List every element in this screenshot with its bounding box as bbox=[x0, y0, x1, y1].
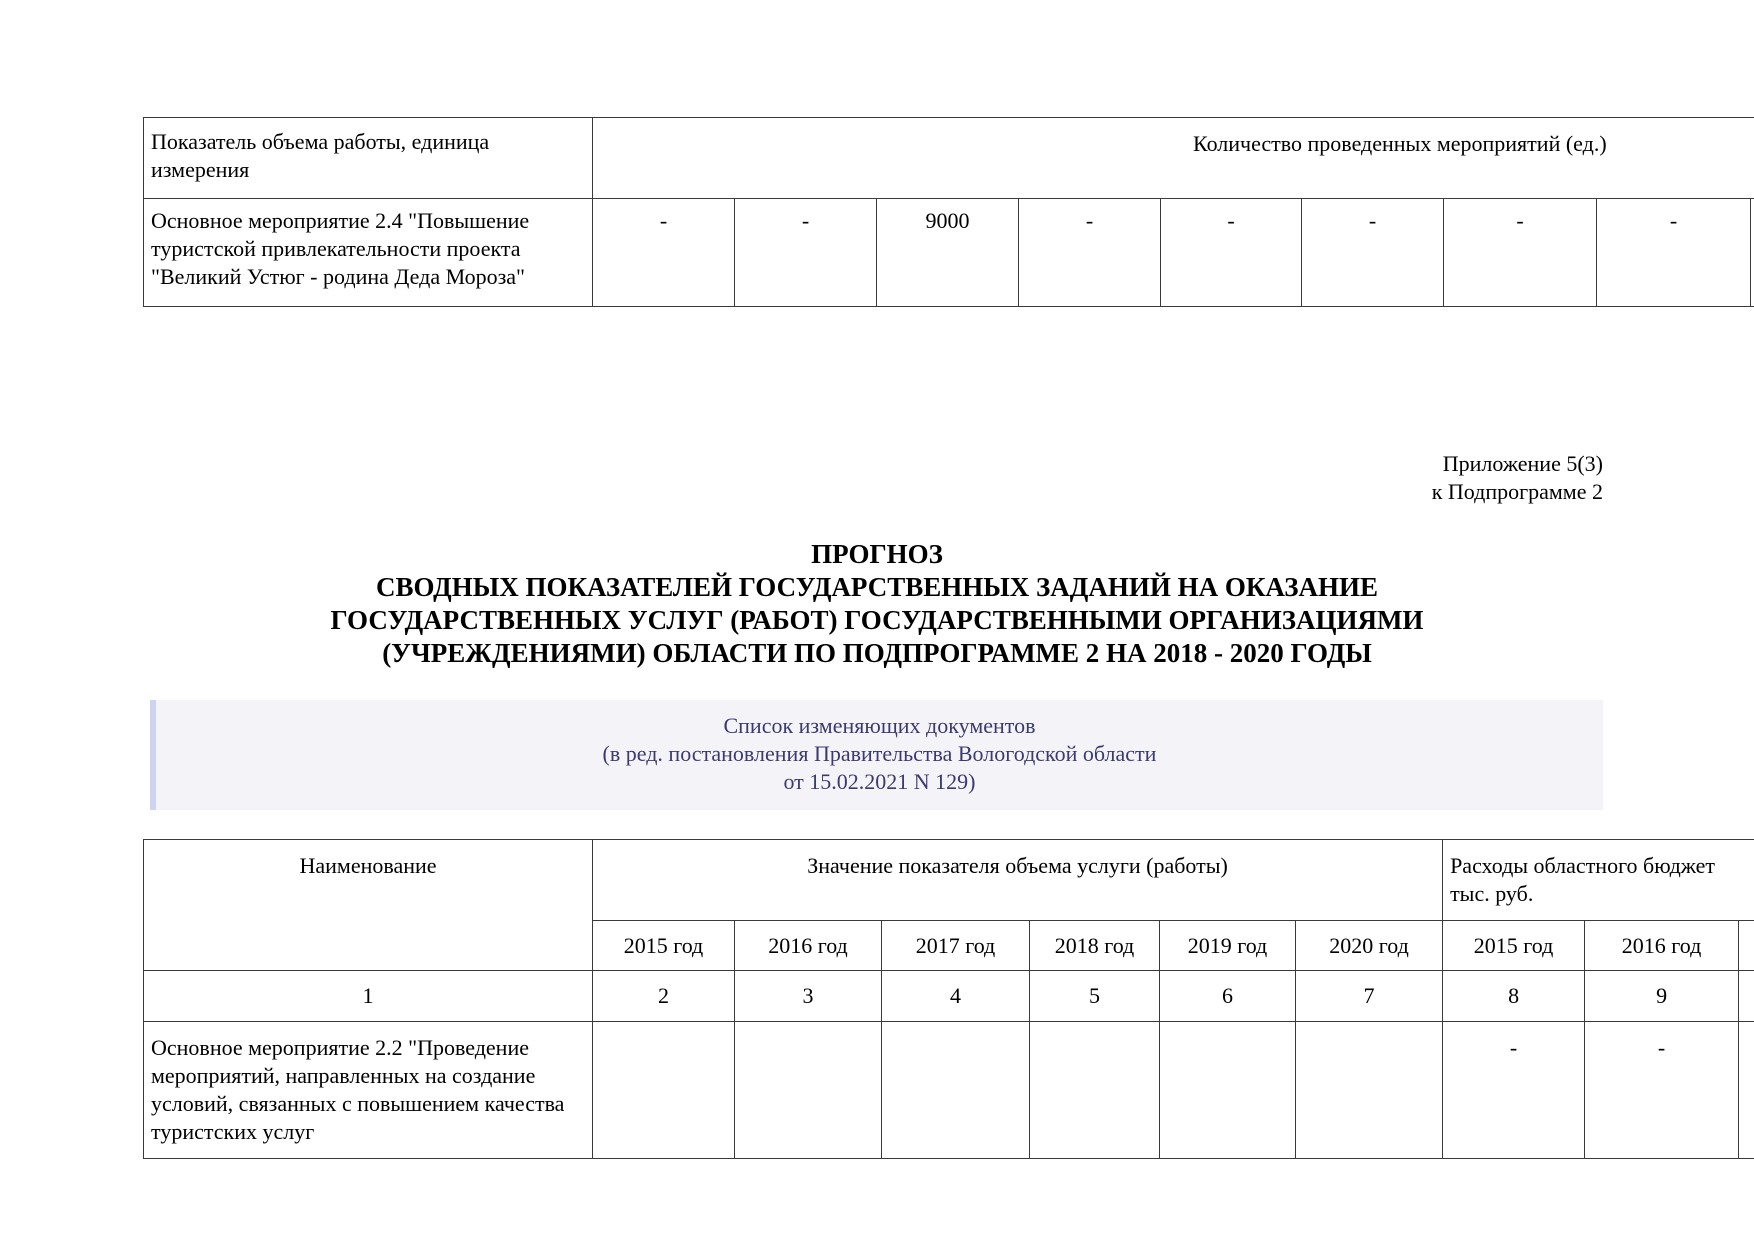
appendix-reference bbox=[1432, 450, 1603, 506]
table-header-row bbox=[144, 118, 1754, 199]
value: - bbox=[1085, 208, 1094, 233]
value-cell bbox=[1296, 1022, 1443, 1159]
column-number bbox=[1160, 971, 1296, 1022]
value-cell bbox=[1030, 1022, 1160, 1159]
year-label: 2015 год bbox=[623, 932, 704, 958]
year-header bbox=[1739, 921, 1754, 971]
indicator-label-cell bbox=[144, 118, 593, 199]
title-line: (УЧРЕЖДЕНИЯМИ) ОБЛАСТИ ПО ПОДПРОГРАММЕ 2 НА 2018 - 2020 ГОДЫ bbox=[382, 638, 1372, 668]
value: - bbox=[1516, 208, 1524, 233]
header-name-cell bbox=[144, 840, 593, 971]
column-number bbox=[1585, 971, 1739, 1022]
year-header bbox=[1160, 921, 1296, 971]
table-row bbox=[144, 1022, 1754, 1159]
year-label: 2016 год bbox=[1621, 932, 1702, 958]
year-label: 2020 год bbox=[1329, 932, 1409, 958]
amending-document-date[interactable]: от 15.02.2021 N 129) bbox=[783, 769, 976, 794]
page-title bbox=[0, 538, 1754, 670]
value: - bbox=[801, 208, 810, 233]
row-name: Основное мероприятие 2.4 "Повышение туристской привлекательности проекта "Великий Устюг - родина Деда Мороза" bbox=[151, 208, 530, 289]
value-cell bbox=[1597, 199, 1751, 307]
column-number-label: 4 bbox=[950, 983, 961, 1008]
table-row bbox=[144, 199, 1754, 307]
year-label: 2015 год bbox=[1473, 932, 1554, 958]
value: - bbox=[1509, 1035, 1518, 1060]
year-header bbox=[593, 921, 735, 971]
column-number bbox=[735, 971, 882, 1022]
column-number bbox=[882, 971, 1030, 1022]
column-number-label: 9 bbox=[1656, 983, 1668, 1008]
header-expenses-group bbox=[1443, 840, 1754, 921]
year-header bbox=[1585, 921, 1739, 971]
amending-documents-heading: Список изменяющих документов bbox=[723, 713, 1036, 738]
column-number bbox=[1443, 971, 1585, 1022]
column-number bbox=[1296, 971, 1443, 1022]
year-header bbox=[735, 921, 882, 971]
column-group-header: Значение показателя объема услуги (работы) bbox=[807, 853, 1228, 878]
value: - bbox=[1227, 208, 1235, 233]
year-header bbox=[1030, 921, 1160, 971]
title-line: СВОДНЫХ ПОКАЗАТЕЛЕЙ ГОСУДАРСТВЕННЫХ ЗАДАНИЙ НА ОКАЗАНИЕ bbox=[375, 572, 1379, 602]
column-number bbox=[1030, 971, 1160, 1022]
year-header bbox=[1443, 921, 1585, 971]
indicator-unit-label: Количество проведенных мероприятий (ед.) bbox=[1193, 131, 1607, 156]
amending-documents-box bbox=[150, 700, 1603, 810]
value: 9000 bbox=[925, 208, 970, 233]
amending-document-ref[interactable]: (в ред. постановления Правительства Вологодской области bbox=[602, 741, 1157, 766]
value-cell bbox=[877, 199, 1019, 307]
year-header bbox=[882, 921, 1030, 971]
value-cell bbox=[593, 1022, 735, 1159]
indicator-value-header bbox=[593, 118, 1754, 199]
value-cell bbox=[882, 1022, 1030, 1159]
table-header-row bbox=[144, 840, 1754, 921]
value: - bbox=[659, 208, 668, 233]
value-cell bbox=[1019, 199, 1161, 307]
value-cell bbox=[1739, 1022, 1754, 1159]
value-cell bbox=[1302, 199, 1444, 307]
state-assignment-forecast-table bbox=[143, 839, 1754, 1159]
column-number-label: 7 bbox=[1363, 983, 1375, 1008]
indicator-label: Показатель объема работы, единица измерения bbox=[151, 129, 490, 182]
title-line: ПРОГНОЗ bbox=[811, 539, 943, 569]
year-label: 2019 год bbox=[1187, 932, 1268, 958]
top-indicator-table bbox=[143, 117, 1754, 307]
column-number-label: 5 bbox=[1089, 983, 1100, 1008]
value-cell bbox=[1751, 199, 1754, 307]
column-group-unit: тыс. руб. bbox=[1450, 881, 1534, 906]
column-number-label: 3 bbox=[802, 983, 814, 1008]
column-group-header: Расходы областного бюджет bbox=[1450, 853, 1716, 878]
value: - bbox=[1669, 208, 1678, 233]
column-number bbox=[1739, 971, 1754, 1022]
column-number bbox=[144, 971, 593, 1022]
column-number-label: 8 bbox=[1508, 983, 1520, 1008]
appendix-subprogram: к Подпрограмме 2 bbox=[1431, 479, 1603, 504]
row-name: Основное мероприятие 2.2 "Проведение мероприятий, направленных на создание условий, связанных с повышением качества туристских услуг bbox=[151, 1035, 565, 1144]
column-number-label: 6 bbox=[1222, 983, 1233, 1008]
header-volume-group bbox=[593, 840, 1443, 921]
row-name-cell bbox=[144, 199, 593, 307]
column-numbering-row bbox=[144, 971, 1754, 1022]
year-header bbox=[1296, 921, 1443, 971]
row-name-cell bbox=[144, 1022, 593, 1159]
year-label: 2016 год bbox=[768, 932, 848, 958]
year-label: 2017 год bbox=[915, 932, 996, 958]
value-cell bbox=[1585, 1022, 1739, 1159]
value: - bbox=[1657, 1035, 1666, 1060]
value: - bbox=[1368, 208, 1377, 233]
value-cell bbox=[1160, 1022, 1296, 1159]
value-cell bbox=[1444, 199, 1597, 307]
year-label: 2018 год bbox=[1054, 932, 1135, 958]
value-cell bbox=[1443, 1022, 1585, 1159]
appendix-number: Приложение 5(3) bbox=[1442, 451, 1603, 476]
value-cell bbox=[735, 199, 877, 307]
column-number-label: 1 bbox=[362, 983, 374, 1008]
column-header: Наименование bbox=[299, 853, 437, 878]
value-cell bbox=[1161, 199, 1302, 307]
column-number bbox=[593, 971, 735, 1022]
value-cell bbox=[735, 1022, 882, 1159]
title-line: ГОСУДАРСТВЕННЫХ УСЛУГ (РАБОТ) ГОСУДАРСТВЕННЫМИ ОРГАНИЗАЦИЯМИ bbox=[330, 605, 1424, 635]
column-number-label: 2 bbox=[658, 983, 669, 1008]
value-cell bbox=[593, 199, 735, 307]
